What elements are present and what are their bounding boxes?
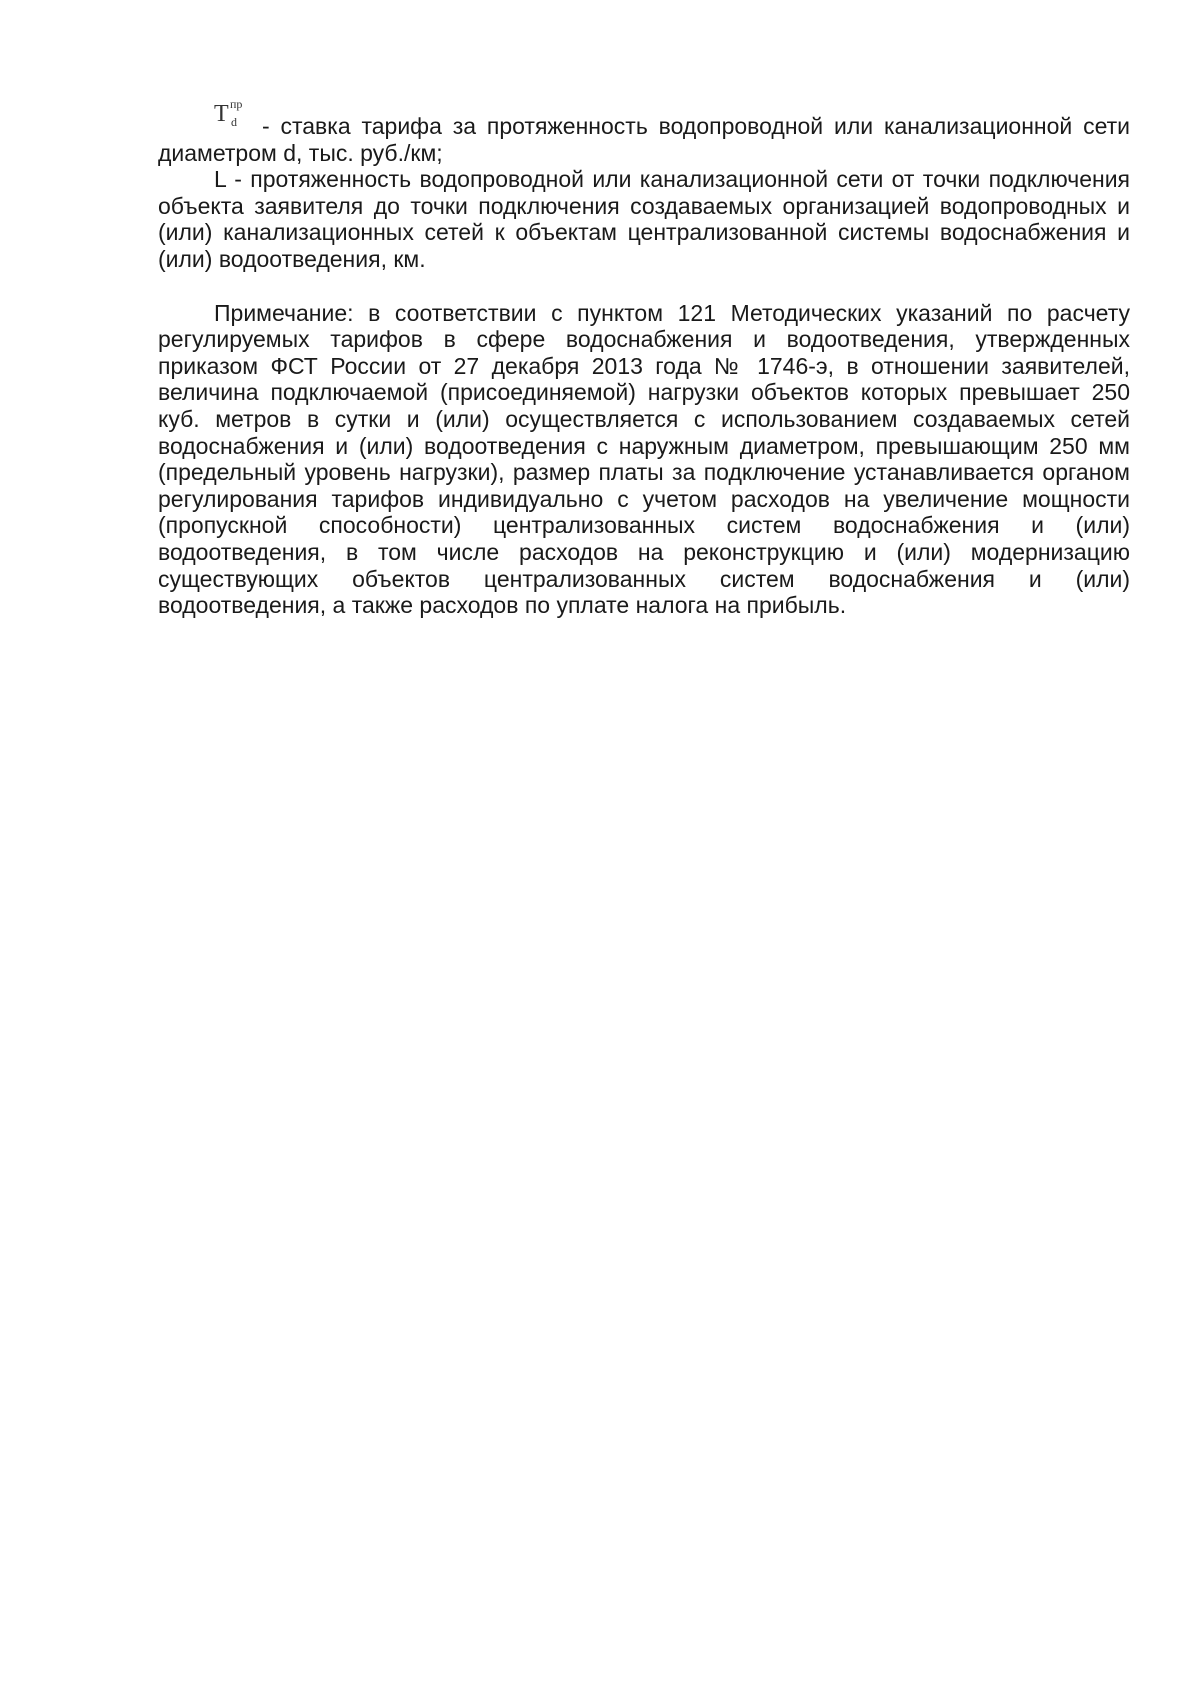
- paragraph-spacer: [158, 273, 1130, 300]
- definition-tariff-rate: [158, 97, 1130, 166]
- note-paragraph: Примечание: в соответствии с пунктом 121 Методических указаний по расчету регулируемых тарифов в сфере водоснабжения и водоотведения, утвержденных приказом ФСТ России от 27 декабря 2013 года № 1746-э, в отношении заявителей, величина подключаемой (присоединяемой) нагрузки объектов которых превышает 250 куб. метров в сутки и (или) осуществляется с использованием создаваемых сетей водоснабжения и (или) водоотведения с наружным диаметром, превышающим 250 мм (предельный уровень нагрузки), размер платы за подключение устанавливается органом регулирования тарифов индивидуально с учетом расходов на увеличение мощности (пропускной способности) централизованных систем водоснабжения и (или) водоотведения, в том числе расходов на реконструкцию и (или) модернизацию существующих объектов централизованных систем водоснабжения и (или) водоотведения, а также расходов по уплате налога на прибыль.: [158, 299, 1130, 619]
- tariff-symbol-subscript: d: [231, 115, 237, 129]
- definition-tariff-rate-text: - ставка тарифа за протяженность водопроводной или канализационной сети диаметром d, тыс. руб./км;: [158, 113, 1130, 166]
- tariff-symbol-superscript: пр: [230, 97, 243, 111]
- definition-length: L - протяженность водопроводной или канализационной сети от точки подключения объекта заявителя до точки подключения создаваемых организацией водопроводных и (или) канализационных сетей к объектам централизованной системы водоснабжения и (или) водоотведения, км.: [158, 166, 1130, 272]
- tariff-symbol: [214, 97, 262, 134]
- document-body: [158, 97, 1130, 619]
- tariff-symbol-base: T: [214, 101, 229, 127]
